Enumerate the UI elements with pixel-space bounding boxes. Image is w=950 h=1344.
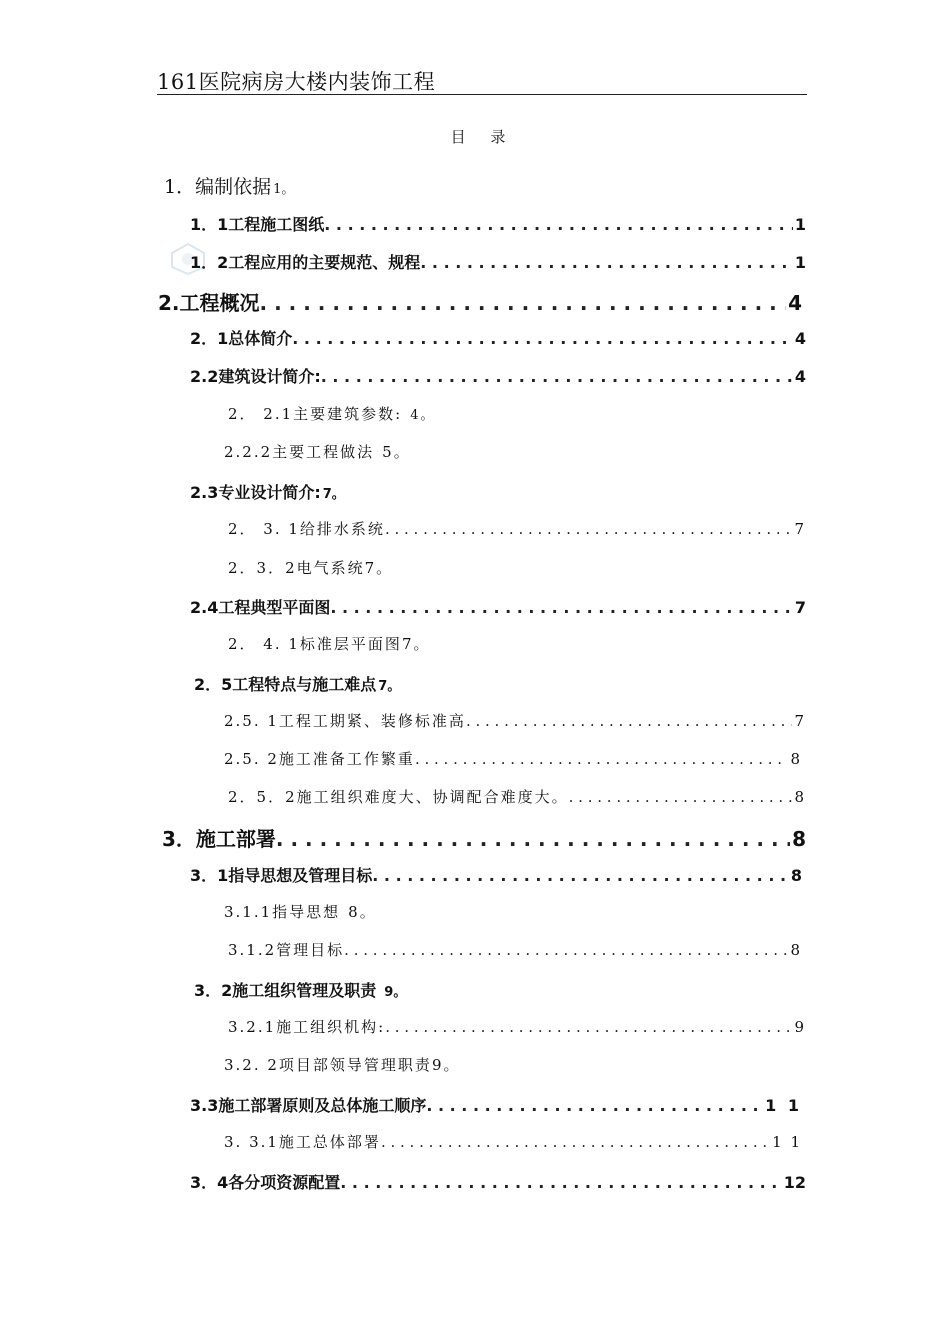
toc-entry-page: 8 — [794, 788, 806, 806]
toc-entry-page: 8 — [790, 866, 802, 885]
toc-entry-text: 2．5工程特点与施工难点 — [194, 675, 377, 694]
toc-entry-3-4[interactable] — [190, 1170, 806, 1193]
toc-entry-page: 8 — [790, 941, 802, 959]
toc-entry-text: 2.工程概况 — [158, 291, 260, 315]
toc-entry-text: 3．施工部署 — [162, 827, 276, 851]
toc-entry-2-4[interactable] — [190, 595, 806, 618]
toc-entry-text: 3. 3.1施工总体部署 — [224, 1133, 381, 1151]
toc-entry-text: 2．5．2施工组织难度大、协调配合难度大。 — [228, 788, 569, 806]
toc-entry-page: 1 — [794, 253, 806, 272]
toc-entry-3-1-2[interactable] — [228, 939, 802, 960]
toc-entry-page: 4 — [794, 329, 806, 348]
toc-entry-text: 2.2.2主要工程做法 — [224, 443, 375, 461]
toc-entry-page: 4 — [788, 291, 802, 315]
toc-entry-text: 2．3．2电气系统 — [228, 559, 365, 577]
toc-entry-3-2[interactable] — [194, 978, 406, 1001]
toc-entry-page: 9。 — [384, 985, 407, 1000]
toc-entry-page: 7 — [794, 598, 806, 617]
toc-entry-text: 2． 3. 1给排水系统 — [228, 520, 385, 538]
toc-entry-3-2-2[interactable] — [224, 1054, 460, 1075]
toc-leader-dots — [381, 1133, 770, 1151]
toc-entry-text: 2．1总体简介 — [190, 329, 293, 348]
toc-entry-page: 7。 — [378, 679, 401, 694]
toc-entry-page: 1 — [794, 215, 806, 234]
toc-entry-3-3-1[interactable] — [224, 1131, 802, 1152]
toc-entry-2-5[interactable] — [194, 672, 400, 695]
toc-entry-text: 2.3专业设计简介: — [190, 483, 321, 502]
toc-entry-2-3-1[interactable] — [228, 518, 806, 539]
toc-leader-dots — [321, 367, 793, 386]
toc-entry-page: 7 — [794, 520, 806, 538]
toc-entry-2-2-2[interactable] — [224, 441, 411, 462]
toc-entry-text: 2.5. 2施工准备工作繁重 — [224, 750, 415, 768]
toc-entry-1-2[interactable] — [190, 250, 806, 273]
document-header-title: 161医院病房大楼内装饰工程 — [157, 70, 436, 94]
toc-entry-text: 2.4工程典型平面图 — [190, 598, 331, 617]
toc-entry-text: 3．2施工组织管理及职责 — [194, 981, 377, 1000]
toc-entry-3-1-1[interactable] — [224, 901, 377, 922]
toc-entry-text: 2． 4. 1标准层平面图 — [228, 635, 402, 653]
toc-entry-text: 3.1.1指导思想 — [224, 903, 341, 921]
toc-entry-text: 1．1工程施工图纸 — [190, 215, 325, 234]
toc-entry-3[interactable] — [162, 823, 806, 852]
toc-leader-dots — [426, 1096, 763, 1115]
toc-leader-dots — [415, 750, 789, 768]
toc-heading: 目 录 — [450, 128, 516, 146]
toc-entry-page: 1。 — [273, 182, 295, 197]
toc-leader-dots — [466, 712, 793, 730]
toc-leader-dots — [330, 598, 793, 617]
toc-leader-dots — [324, 215, 793, 234]
toc-leader-dots — [340, 1173, 781, 1192]
toc-entry-1[interactable] — [164, 172, 294, 199]
toc-entry-page: 4。 — [410, 408, 436, 423]
toc-leader-dots — [344, 941, 788, 959]
toc-entry-2-5-1[interactable] — [224, 710, 806, 731]
toc-entry-page: 8 — [790, 750, 802, 768]
toc-entry-3-3[interactable] — [190, 1093, 802, 1116]
toc-entry-page: 1 1 — [772, 1133, 802, 1151]
toc-entry-page: 8。 — [348, 903, 377, 921]
toc-entry-page: 5。 — [382, 443, 411, 461]
toc-entry-2-3[interactable] — [190, 480, 345, 503]
toc-entry-2-5-3[interactable] — [228, 786, 806, 807]
toc-entry-page: 9。 — [431, 1056, 461, 1074]
toc-entry-page: 8 — [792, 827, 806, 851]
toc-entry-2-1[interactable] — [190, 326, 806, 349]
toc-entry-2[interactable] — [158, 287, 802, 316]
toc-entry-text: 2． 2.1主要建筑参数: — [228, 405, 403, 423]
toc-entry-text: 1．2工程应用的主要规范、规程 — [190, 253, 421, 272]
toc-leader-dots — [276, 827, 790, 851]
toc-entry-page: 7 — [794, 712, 806, 730]
toc-entry-2-4-1[interactable] — [228, 633, 430, 654]
toc-entry-page: 4 — [794, 367, 806, 386]
toc-entry-page: 7。 — [322, 487, 345, 502]
toc-entry-2-5-2[interactable] — [224, 748, 802, 769]
toc-leader-dots — [385, 1018, 792, 1036]
toc-leader-dots — [292, 329, 793, 348]
toc-entry-text: 3．1指导思想及管理目标 — [190, 866, 373, 885]
toc-entry-3-2-1[interactable] — [228, 1016, 806, 1037]
toc-entry-2-2[interactable] — [190, 364, 806, 387]
toc-leader-dots — [372, 866, 789, 885]
toc-entry-3-1[interactable] — [190, 863, 802, 886]
toc-entry-page: 7。 — [364, 559, 394, 577]
toc-entry-page: 9 — [794, 1018, 806, 1036]
toc-entry-text: 3．4各分项资源配置 — [190, 1173, 341, 1192]
toc-entry-text: 3.1.2管理目标 — [228, 941, 345, 959]
toc-entry-2-3-2[interactable] — [228, 557, 393, 578]
toc-entry-2-2-1[interactable] — [228, 403, 436, 424]
header-divider — [157, 94, 807, 95]
toc-entry-text: 2.2建筑设计简介: — [190, 367, 321, 386]
toc-leader-dots — [260, 291, 787, 315]
toc-entry-page: 1 1 — [765, 1096, 802, 1115]
toc-entry-text: 1．编制依据 — [164, 176, 272, 198]
toc-leader-dots — [569, 788, 793, 806]
toc-entry-1-1[interactable] — [190, 212, 806, 235]
toc-entry-text: 3.2.1施工组织机构: — [228, 1018, 386, 1036]
toc-leader-dots — [420, 253, 793, 272]
toc-entry-text: 3.2. 2项目部领导管理职责 — [224, 1056, 432, 1074]
toc-entry-text: 3.3施工部署原则及总体施工顺序 — [190, 1096, 427, 1115]
toc-entry-page: 12 — [783, 1173, 806, 1192]
toc-entry-text: 2.5. 1工程工期紧、装修标准高 — [224, 712, 466, 730]
toc-leader-dots — [385, 520, 793, 538]
toc-entry-page: 7。 — [401, 635, 431, 653]
